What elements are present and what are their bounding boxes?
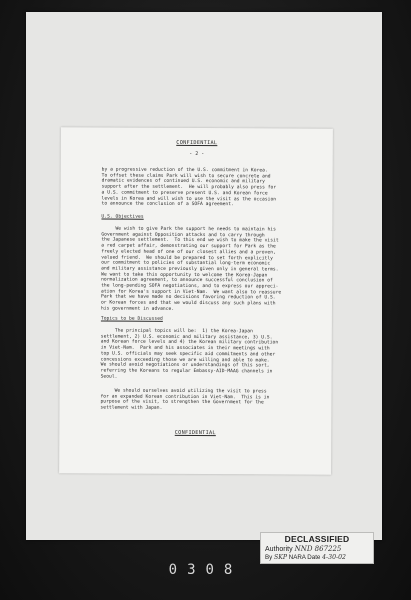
text-line: referring the Koreans to regular Embassy-AID-MAAG channels in — [100, 368, 273, 375]
topics-paragraph — [101, 329, 307, 381]
text-line: normalization agreement, to announce successful conclusion of — [101, 277, 273, 284]
text-line: We should avoid negotiations or understandings of this sort, — [100, 362, 270, 369]
declassified-title: DECLASSIFIED — [284, 534, 350, 544]
text-line: We should ourselves avoid utilizing the visit to press — [100, 388, 267, 395]
text-line: top U.S. officials may seek specific aid commitments and other — [100, 351, 276, 358]
stamp-by-value: SKP — [273, 554, 287, 561]
stamp-date-line — [265, 554, 346, 561]
stamp-nara-value: 4-30-02 — [322, 554, 346, 561]
text-line: To offset these claims Park will wish to secure concrete and — [101, 173, 271, 180]
text-line: The principal topics will be: 1) the Korea-Japan — [100, 328, 253, 335]
classification-header: CONFIDENTIAL — [176, 139, 218, 147]
text-line: our commitment to policies of substantial long-term economic — [101, 260, 271, 267]
opening-paragraph — [101, 168, 307, 209]
text-line: ation for Korea's support in Viet-Nam. We want also to reassure — [101, 289, 282, 296]
text-line: the long-pending SOFA negotiations, and to express our appreci- — [101, 283, 279, 290]
text-line: settlement with Japan. — [100, 405, 163, 411]
objectives-paragraph — [101, 227, 307, 314]
stamp-by-label: By — [265, 554, 273, 561]
text-line: in Viet-Nam. Park and his associates in their meetings with — [100, 345, 270, 352]
text-line: concessions exceeding those we are willing and able to make. — [100, 357, 270, 363]
declassified-stamp — [260, 532, 374, 564]
text-line: We wish to give Park the support he needs to maintain his — [101, 226, 276, 233]
text-line: settlement, 2) U.S. economic and military assistance, 3) U.S. — [100, 334, 273, 341]
document-page — [59, 127, 333, 474]
text-line: and Korean force levels and 4) the Korean military contribution — [100, 339, 279, 346]
text-line: levels in Korea and will wish to use the visit as the occasion — [101, 196, 277, 202]
text-line: We want to take this opportunity to welcome the Korea-Japan — [101, 272, 268, 278]
text-line: valued friend. We should be prepared to set forth explicitly — [101, 255, 274, 261]
text-line: a U.S. commitment to preserve present U.S. and Korean force — [101, 190, 268, 197]
heading-topics: Topics to be Discussed — [100, 316, 163, 322]
stamp-authority-value: NND 867225 — [294, 545, 342, 553]
text-line: support after the settlement. He will probably also press for — [101, 184, 277, 191]
text-line: for an expanded Korean contribution in Viet-Nam. This is in — [100, 394, 270, 401]
text-line: and military assistance previously given only in general terms. — [101, 266, 279, 273]
text-line: Park that we have made no decisions favoring reduction of U.S. — [101, 294, 276, 301]
text-line: by a progressive reduction of the U.S. commitment in Korea. — [101, 167, 268, 174]
text-line: Government against Opposition attacks and to carry through — [101, 232, 265, 239]
text-line: freely elected head of one of our closest allies and a proven, — [101, 249, 276, 256]
microfilm-frame-number: 0308 — [168, 562, 243, 578]
stamp-authority-line — [265, 545, 341, 553]
text-line: or Korean forces and that we would discuss any such plans with — [100, 300, 276, 307]
closing-paragraph — [100, 389, 306, 413]
text-line: his government in advance. — [100, 306, 175, 312]
page-number: - 2 - — [189, 150, 205, 158]
text-line: the Japanese settlement. To this end we wish to make the visit — [101, 237, 279, 244]
stamp-nara-label: NARA Date — [288, 554, 321, 561]
text-line: dramatic evidences of continued U.S. economic and military — [101, 178, 265, 185]
text-line: purpose of the visit, to strengthen the Government for the — [100, 399, 264, 406]
text-line: to announce the conclusion of a SOFA agreement. — [101, 201, 234, 208]
heading-us-objectives: U.S. Objectives — [101, 214, 144, 220]
stamp-authority-label: Authority — [265, 546, 293, 553]
classification-footer: CONFIDENTIAL — [174, 429, 216, 437]
text-line: a red carpet affair, demonstrating our support for Park as the — [101, 243, 276, 250]
text-line: Seoul. — [100, 374, 118, 380]
